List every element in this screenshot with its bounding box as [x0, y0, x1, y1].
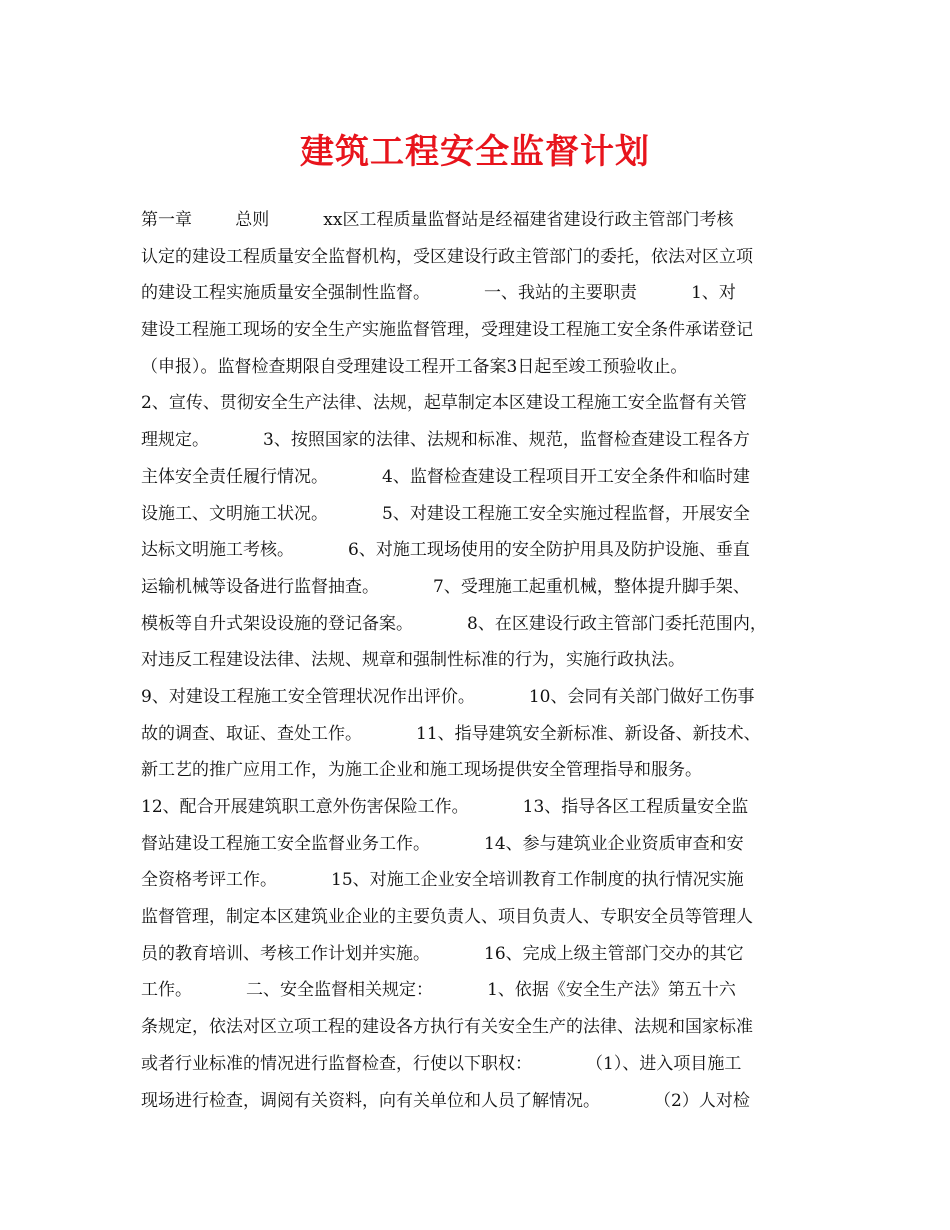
body-line: 或者行业标准的情况进行监督检查，行使以下职权： （1）、进入项目施工	[141, 1053, 742, 1074]
body-line: 模板等自升式架设设施的登记备案。 8、在区建设行政主管部门委托范围内，	[141, 613, 767, 634]
document-body	[141, 202, 831, 1119]
body-line: 督站建设工程施工安全监督业务工作。 14、参与建筑业企业资质审查和安	[141, 833, 744, 854]
body-line: 9、对建设工程施工安全管理状况作出评价。 10、会同有关部门做好工伤事	[141, 686, 755, 707]
body-line: 现场进行检查，调阅有关资料，向有关单位和人员了解情况。 （2）人对检	[141, 1090, 750, 1111]
body-line: 建设工程施工现场的安全生产实施监督管理，受理建设工程施工安全条件承诺登记	[141, 320, 753, 341]
body-line: 认定的建设工程质量安全监督机构，受区建设行政主管部门的委托，依法对区立项	[141, 246, 753, 267]
body-line: 对违反工程建设法律、法规、规章和强制性标准的行为，实施行政执法。	[141, 650, 685, 671]
document-title: 建筑工程安全监督计划	[300, 132, 650, 172]
body-line: 故的调查、取证、查处工作。 11、指导建筑安全新标准、新设备、新技术、	[141, 723, 761, 744]
body-line: 全资格考评工作。 15、对施工企业安全培训教育工作制度的执行情况实施	[141, 870, 744, 891]
body-line: 运输机械等设备进行监督抽查。 7、受理施工起重机械，整体提升脚手架、	[141, 576, 750, 597]
body-line: 达标文明施工考核。 6、对施工现场使用的安全防护用具及防护设施、垂直	[141, 540, 750, 561]
body-line: 理规定。 3、按照国家的法律、法规和标准、规范，监督检查建设工程各方	[141, 430, 750, 451]
body-line: 主体安全责任履行情况。 4、监督检查建设工程项目开工安全条件和临时建	[141, 466, 750, 487]
body-line: （申报）。监督检查期限自受理建设工程开工备案3日起至竣工预验收止。	[141, 356, 688, 377]
body-line: 第一章 总则 xx区工程质量监督站是经福建省建设行政主管部门考核	[141, 210, 734, 230]
body-line: 2、宣传、贯彻安全生产法律、法规，起草制定本区建设工程施工安全监督有关管	[141, 393, 747, 414]
body-line: 新工艺的推广应用工作，为施工企业和施工现场提供安全管理指导和服务。	[141, 760, 702, 781]
body-line: 员的教育培训、考核工作计划并实施。 16、完成上级主管部门交办的其它	[141, 943, 744, 964]
body-line: 工作。 二、安全监督相关规定： 1、依据《安全生产法》第五十六	[141, 980, 736, 1001]
body-line: 监督管理，制定本区建筑业企业的主要负责人、项目负责人、专职安全员等管理人	[141, 907, 753, 928]
body-line: 设施工、文明施工状况。 5、对建设工程施工安全实施过程监督，开展安全	[141, 503, 750, 524]
body-line: 的建设工程实施质量安全强制性监督。 一、我站的主要职责 1、对	[141, 283, 736, 304]
body-line: 12、配合开展建筑职工意外伤害保险工作。 13、指导各区工程质量安全监	[141, 797, 749, 817]
body-line: 条规定，依法对区立项工程的建设各方执行有关安全生产的法律、法规和国家标准	[141, 1017, 753, 1038]
